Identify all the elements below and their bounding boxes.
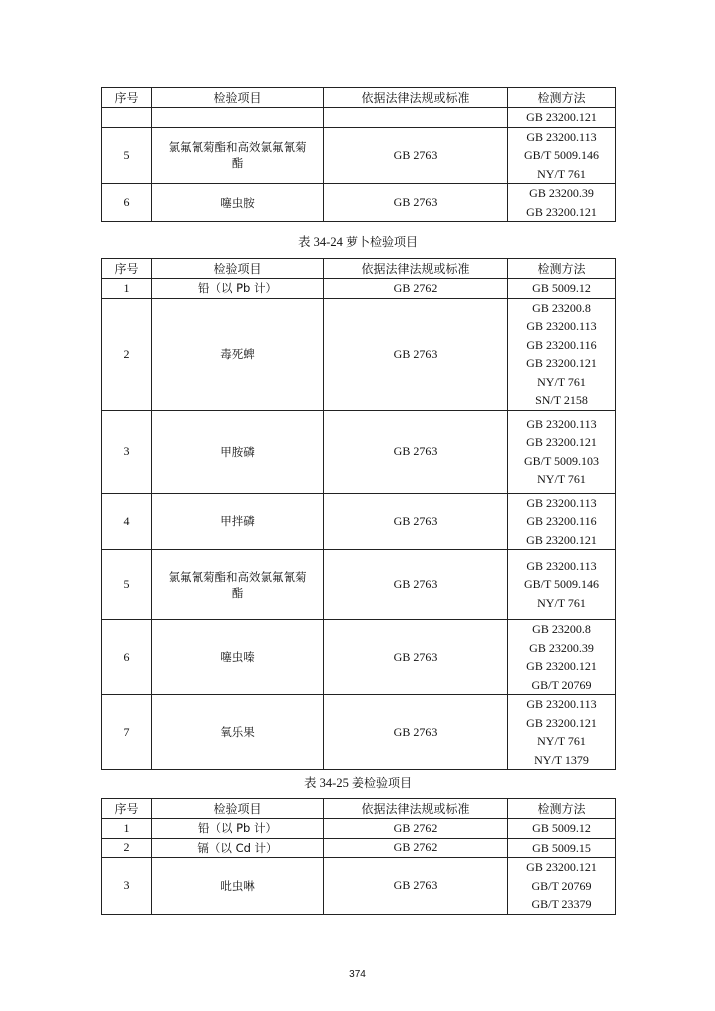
cell-methods: GB 23200.113 GB 23200.116 GB 23200.121: [508, 493, 616, 550]
header-item: 检验项目: [152, 799, 324, 819]
table-34-25: [101, 798, 616, 915]
table-header-row: [102, 88, 616, 108]
cell-item: 铅（以 Pb 计）: [152, 279, 324, 299]
cell-no: 5: [102, 127, 152, 184]
cell-basis: GB 2763: [324, 550, 508, 620]
table-34-24: [101, 258, 616, 770]
table-row: [102, 620, 616, 695]
cell-methods: GB 5009.12: [508, 279, 616, 299]
cell-basis: GB 2762: [324, 838, 508, 858]
cell-no: [102, 108, 152, 128]
cell-methods: GB 23200.8 GB 23200.113 GB 23200.116 GB 23200.121 NY/T 761 SN/T 2158: [508, 298, 616, 410]
cell-basis: GB 2763: [324, 493, 508, 550]
cell-item: 氧乐果: [152, 695, 324, 770]
page-number: 374: [349, 969, 366, 980]
table-row: [102, 858, 616, 915]
table-row: [102, 298, 616, 410]
header-method: 检测方法: [508, 259, 616, 279]
table-row: [102, 127, 616, 184]
cell-basis: GB 2762: [324, 279, 508, 299]
cell-no: 5: [102, 550, 152, 620]
cell-methods: GB 23200.121: [508, 108, 616, 128]
cell-methods: GB 23200.113 GB 23200.121 GB/T 5009.103 NY/T 761: [508, 410, 616, 493]
table-continued: [101, 87, 616, 222]
cell-methods: GB 23200.113 GB/T 5009.146 NY/T 761: [508, 550, 616, 620]
table-row: [102, 493, 616, 550]
cell-no: 1: [102, 819, 152, 839]
caption-title: 萝卜检验项目: [345, 235, 418, 249]
cell-no: 4: [102, 493, 152, 550]
cell-methods: GB 23200.39 GB 23200.121: [508, 184, 616, 222]
header-no: 序号: [102, 88, 152, 108]
table-row: [102, 550, 616, 620]
header-method: 检测方法: [508, 799, 616, 819]
header-method: 检测方法: [508, 88, 616, 108]
cell-no: 6: [102, 620, 152, 695]
cell-item: 甲胺磷: [152, 410, 324, 493]
cell-basis: GB 2763: [324, 410, 508, 493]
table-row: [102, 108, 616, 128]
cell-item: 甲拌磷: [152, 493, 324, 550]
cell-methods: GB 23200.113 GB/T 5009.146 NY/T 761: [508, 127, 616, 184]
cell-basis: GB 2763: [324, 184, 508, 222]
cell-basis: GB 2763: [324, 695, 508, 770]
cell-methods: GB 5009.12: [508, 819, 616, 839]
cell-no: 7: [102, 695, 152, 770]
cell-no: 1: [102, 279, 152, 299]
table-row: [102, 410, 616, 493]
table-header-row: [102, 259, 616, 279]
cell-no: 2: [102, 838, 152, 858]
table-row: [102, 279, 616, 299]
header-basis: 依据法律法规或标准: [324, 259, 508, 279]
cell-no: 2: [102, 298, 152, 410]
table-row: [102, 838, 616, 858]
header-item: 检验项目: [152, 88, 324, 108]
cell-no: 3: [102, 858, 152, 915]
cell-basis: GB 2763: [324, 858, 508, 915]
cell-item: 氯氟氰菊酯和高效氯氟氰菊酯: [152, 127, 324, 184]
cell-item: 镉（以 Cd 计）: [152, 838, 324, 858]
caption-title: 姜检验项目: [351, 776, 412, 790]
header-basis: 依据法律法规或标准: [324, 88, 508, 108]
cell-methods: GB 5009.15: [508, 838, 616, 858]
cell-methods: GB 23200.113 GB 23200.121 NY/T 761 NY/T 1379: [508, 695, 616, 770]
table-row: [102, 184, 616, 222]
caption-number: 表 34-24: [298, 235, 346, 249]
cell-item: 噻虫嗪: [152, 620, 324, 695]
cell-basis: GB 2762: [324, 819, 508, 839]
header-no: 序号: [102, 799, 152, 819]
cell-basis: GB 2763: [324, 127, 508, 184]
table-row: [102, 819, 616, 839]
header-item: 检验项目: [152, 259, 324, 279]
header-basis: 依据法律法规或标准: [324, 799, 508, 819]
cell-no: 3: [102, 410, 152, 493]
cell-methods: GB 23200.121 GB/T 20769 GB/T 23379: [508, 858, 616, 915]
cell-item: 噻虫胺: [152, 184, 324, 222]
header-no: 序号: [102, 259, 152, 279]
cell-item: 氯氟氰菊酯和高效氯氟氰菊酯: [152, 550, 324, 620]
cell-item: 铅（以 Pb 计）: [152, 819, 324, 839]
cell-basis: GB 2763: [324, 620, 508, 695]
table-header-row: [102, 799, 616, 819]
cell-item: 毒死蜱: [152, 298, 324, 410]
cell-no: 6: [102, 184, 152, 222]
cell-item: 吡虫啉: [152, 858, 324, 915]
caption-number: 表 34-25: [304, 776, 352, 790]
table-caption-34-25: [101, 773, 615, 791]
cell-basis: [324, 108, 508, 128]
cell-item: [152, 108, 324, 128]
table-caption-34-24: [101, 232, 615, 250]
cell-basis: GB 2763: [324, 298, 508, 410]
cell-methods: GB 23200.8 GB 23200.39 GB 23200.121 GB/T 20769: [508, 620, 616, 695]
table-row: [102, 695, 616, 770]
